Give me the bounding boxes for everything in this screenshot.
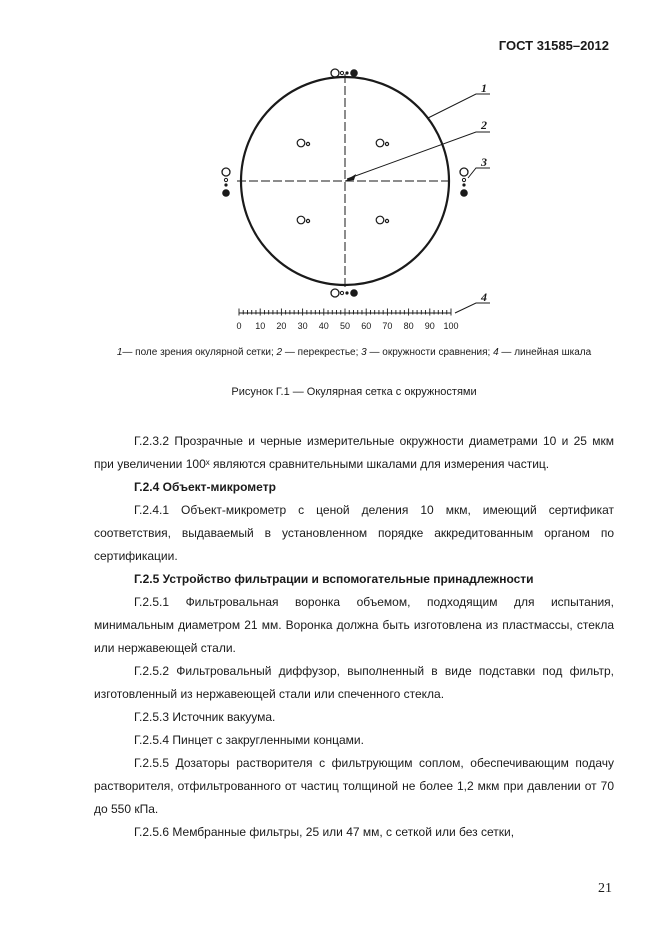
eyepiece-reticle-figure (0, 0, 661, 345)
figure-legend (94, 346, 614, 359)
scale-label: 90 (424, 321, 435, 331)
scale-label: 70 (382, 321, 393, 331)
leader-lines (347, 94, 490, 313)
crosshair-arrowhead (345, 174, 356, 181)
standard-number: ГОСТ 31585–2012 (498, 38, 609, 53)
comparison-circles-right (460, 168, 468, 197)
paragraph-g2-5-2: Г.2.5.2 Фильтровальный диффузор, выполненный в виде подставки под фильтр, изготовленный из нержавеющей стали или спеченного стекла. (94, 664, 614, 701)
scale-tick-labels (236, 321, 458, 331)
legend-num-2: 2 (276, 347, 283, 358)
paragraph-g2-5-4: Г.2.5.4 Пинцет с закругленными концами. (134, 733, 364, 747)
heading-g2-5: Г.2.5 Устройство фильтрации и вспомогательные принадлежности (134, 572, 534, 586)
scale-label: 0 (236, 321, 242, 331)
paragraph-g2-3-2: Г.2.3.2 Прозрачные и черные измерительные окружности диаметрами 10 и 25 мкм при увеличении 100ˣ являются сравнительными шкалами для измерения частиц. (94, 434, 614, 471)
body-text (94, 430, 614, 844)
comparison-circles-left (222, 168, 230, 197)
paragraph-g2-5-6: Г.2.5.6 Мембранные фильтры, 25 или 47 мм, с сеткой или без сетки, (134, 825, 515, 839)
scale-label: 50 (339, 321, 351, 331)
page-number: 21 (598, 881, 612, 896)
label-3: 3 (481, 155, 487, 169)
comparison-circles-bottom (331, 289, 358, 297)
comparison-circles-top (331, 69, 358, 77)
scale-label: 20 (276, 321, 287, 331)
paragraph-g2-4-1: Г.2.4.1 Объект-микрометр с ценой деления 10 мкм, имеющий сертификат соответствия, выдаваемый в установленном порядке аккредитованным органом по сертификации. (94, 503, 614, 563)
scale-label: 10 (255, 321, 266, 331)
legend-text-1: — поле зрения окулярной сетки; (122, 347, 277, 358)
legend-text-4: — линейная шкала (498, 347, 592, 358)
scale-label: 60 (361, 321, 372, 331)
label-4: 4 (481, 290, 487, 304)
paragraph-g2-5-5: Г.2.5.5 Дозаторы растворителя с фильтрующим соплом, обеспечивающим подачу растворителя, отфильтрованного от частиц толщиной не более 1,2 мкм при давлении от 70 до 550 кПа. (94, 756, 614, 816)
figure-title: Рисунок Г.1 — Окулярная сетка с окружностями (231, 386, 477, 398)
legend-num-4: 4 (493, 347, 499, 358)
heading-g2-4: Г.2.4 Объект-микрометр (134, 480, 276, 494)
scale-label: 100 (443, 321, 459, 331)
scale-label: 30 (297, 321, 308, 331)
legend-num-3: 3 (361, 347, 367, 358)
scale-label: 40 (318, 321, 329, 331)
legend-text-2: — перекрестье; (282, 347, 362, 358)
linear-scale (239, 309, 451, 316)
paragraph-g2-5-3: Г.2.5.3 Источник вакуума. (134, 710, 276, 724)
scale-label: 80 (403, 321, 414, 331)
label-1: 1 (481, 81, 487, 95)
legend-text-3: — окружности сравнения; (366, 347, 494, 358)
paragraph-g2-5-1: Г.2.5.1 Фильтровальная воронка объемом, подходящим для испытания, минимальным диаметром 21 мм. Воронка должна быть изготовлена из пластмассы, стекла или нержавеющей стали. (94, 595, 614, 655)
label-2: 2 (481, 118, 487, 132)
legend-num-1: 1 (116, 347, 123, 358)
